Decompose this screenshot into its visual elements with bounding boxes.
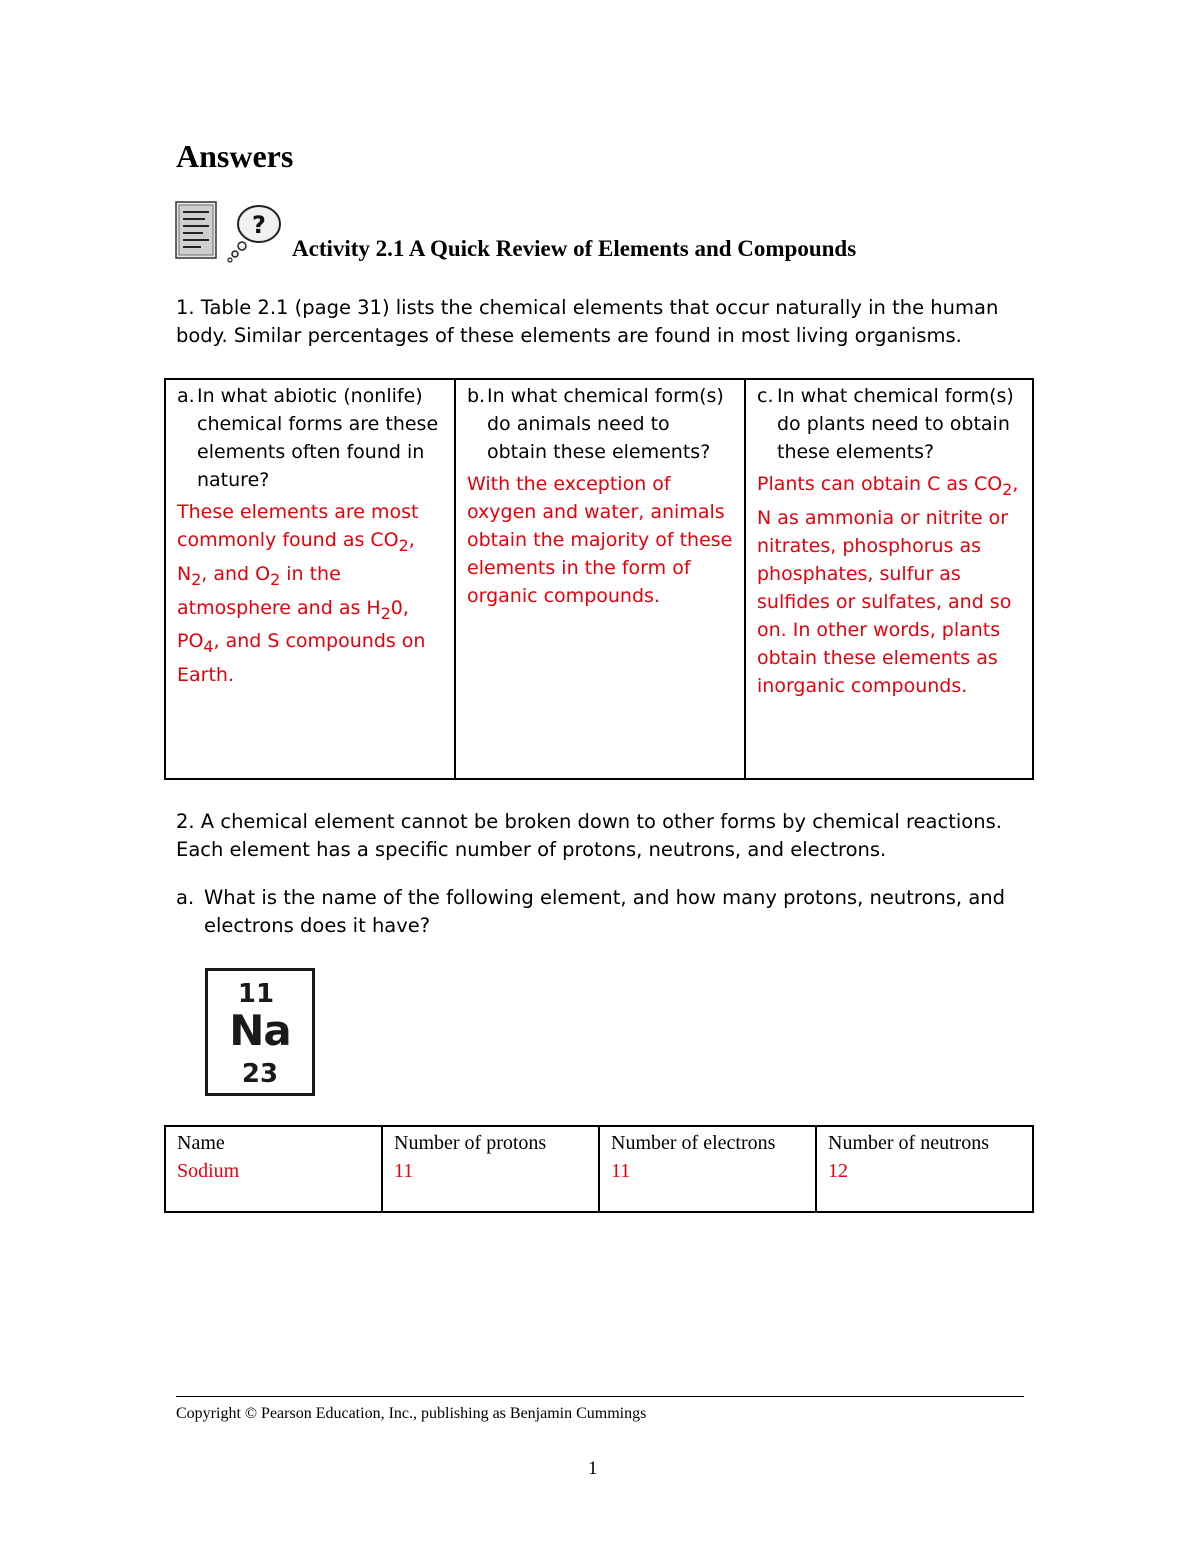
neutrons-cell [817,1127,1032,1211]
question-1c-cell [746,380,1032,778]
neutrons-value: 12 [828,1160,848,1182]
question-letter: c. [757,385,774,407]
activity-title: Activity 2.1 A Quick Review of Elements and Compounds [292,236,857,261]
question-1c-text: In what chemical form(s) do plants need to obtain these elements? [777,385,1014,463]
question-2-text: 2. A chemical element cannot be broken down to other forms by chemical reactions. Each element has a specific number of protons, neutrons, and electrons. [176,810,1002,861]
question-1b-text: In what chemical form(s) do animals need to obtain these elements? [487,385,724,463]
question-1a-cell [166,380,456,778]
page-number: 1 [588,1458,598,1479]
question-1-text: 1. Table 2.1 (page 31) lists the chemical elements that occur naturally in the human body. Similar percentages of these elements are found in most living organisms. [176,296,999,347]
question-letter: b. [467,385,486,407]
footer-divider [176,1396,1024,1397]
atomic-number: 11 [237,979,275,1009]
protons-cell [383,1127,600,1211]
question-letter: a. [177,385,195,407]
periodic-element-tile [205,968,315,1096]
copyright-footer: Copyright © Pearson Education, Inc., publishing as Benjamin Cummings [176,1405,647,1422]
atomic-mass: 23 [241,1059,279,1089]
element-answer-table [164,1125,1034,1213]
question-2a-text: What is the name of the following element, and how many protons, neutrons, and electrons does it have? [204,886,1006,937]
answer-1c: Plants can obtain C as $CO_2$, N as ammonia or nitrite or nitrates, phosphorus as phosphates, sulfur as sulfides or sulfates, and so on. In other words, plants obtain these elements as inorganic compounds. [757,473,1019,697]
column-header: Name [177,1132,225,1154]
column-header: Number of protons [394,1132,547,1154]
element-name-value: Sodium [177,1160,240,1182]
column-header: Number of neutrons [828,1132,990,1154]
question-1a-text: In what abiotic (nonlife) chemical forms are these elements often found in nature? [197,385,439,491]
question-2a [176,884,1036,940]
page-heading: Answers [176,138,294,174]
protons-value: 11 [394,1160,414,1182]
svg-text:?: ? [252,211,266,239]
answer-1a: These elements are most commonly found as $CO_2$, $N_2$, and $O_2$ in the atmosphere and as $H_20$, $PO_4$, and S compounds on Earth. [177,501,426,687]
element-name-cell [166,1127,383,1211]
column-header: Number of electrons [611,1132,776,1154]
electrons-cell [600,1127,817,1211]
question-1-table [164,378,1034,780]
thought-bubble-question-icon [228,206,280,262]
electrons-value: 11 [611,1160,631,1182]
question-1b-cell [456,380,746,778]
worksheet-icon [176,202,216,258]
question-letter: a. [176,886,195,909]
answer-1b: With the exception of oxygen and water, animals obtain the majority of these elements in the form of organic compounds. [467,473,733,607]
activity-icons [175,200,285,268]
element-symbol: Na [229,1006,291,1055]
